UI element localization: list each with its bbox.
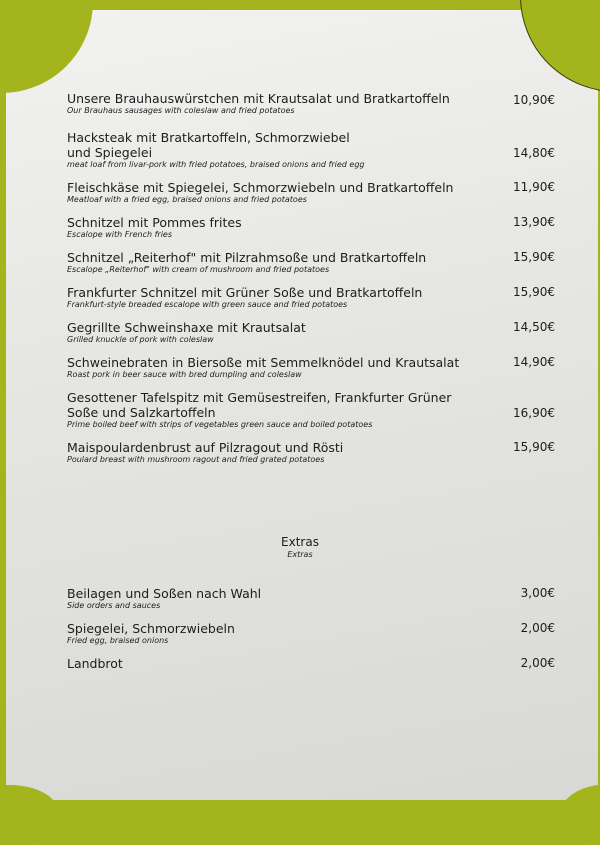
menu-item: [67, 250, 555, 275]
item-name: Gesottener Tafelspitz mit Gemüsestreifen, Frankfurter Grüner Soße und Salzkartoffeln: [67, 390, 452, 420]
item-price: 11,90€: [513, 180, 555, 194]
item-price: 2,00€: [520, 656, 555, 670]
item-name: Schnitzel „Reiterhof" mit Pilzrahmsoße und Bratkartoffeln: [67, 250, 427, 265]
item-description: Our Brauhaus sausages with coleslaw and fried potatoes: [67, 106, 295, 115]
menu-item: [67, 320, 555, 345]
menu-item: [67, 91, 555, 116]
item-description: Fried egg, braised onions: [67, 636, 169, 645]
item-name: Unsere Brauhauswürstchen mit Krautsalat und Bratkartoffeln: [67, 91, 450, 106]
extra-item: [67, 621, 555, 646]
item-name: Maispoulardenbrust auf Pilzragout und Rösti: [67, 440, 344, 455]
item-price: 14,90€: [513, 355, 555, 369]
item-price: 3,00€: [520, 586, 555, 600]
item-description: Meatloaf with a fried egg, braised onions and fried potatoes: [67, 195, 307, 204]
menu-item: [67, 355, 555, 380]
extras-subheading: Extras: [287, 550, 313, 559]
item-description: Escalope „Reiterhof" with cream of mushroom and fried potatoes: [67, 265, 330, 274]
item-description: Grilled knuckle of pork with coleslaw: [67, 335, 214, 344]
item-description: Escalope with French fries: [67, 230, 173, 239]
menu-item: [67, 180, 555, 205]
item-name: Spiegelei, Schmorzwiebeln: [67, 621, 235, 636]
item-description: Frankfurt-style breaded escalope with green sauce and fried potatoes: [67, 300, 348, 309]
extra-item: [67, 656, 555, 671]
extras-list: [67, 586, 555, 681]
item-name: Frankfurter Schnitzel mit Grüner Soße und Bratkartoffeln: [67, 285, 423, 300]
item-name: Beilagen und Soßen nach Wahl: [67, 586, 262, 601]
item-price: 15,90€: [513, 440, 555, 454]
item-price: 10,90€: [513, 93, 555, 107]
menu-item: [67, 390, 555, 430]
item-description: Roast pork in beer sauce with bred dumpling and coleslaw: [67, 370, 302, 379]
item-name: Hacksteak mit Bratkartoffeln, Schmorzwiebel und Spiegelei: [67, 130, 350, 160]
item-name: Gegrillte Schweinshaxe mit Krautsalat: [67, 320, 306, 335]
extra-item: [67, 586, 555, 611]
item-description: Prime boiled beef with strips of vegetables green sauce and boiled potatoes: [67, 420, 373, 429]
item-description: meat loaf from livar-pork with fried potatoes, braised onions and fried egg: [67, 160, 365, 169]
item-name: Schnitzel mit Pommes frites: [67, 215, 242, 230]
item-price: 15,90€: [513, 285, 555, 299]
item-description: Poulard breast with mushroom ragout and fried grated potatoes: [67, 455, 325, 464]
item-price: 2,00€: [520, 621, 555, 635]
item-price: 14,80€: [513, 146, 555, 160]
item-name: Landbrot: [67, 656, 123, 671]
item-price: 14,50€: [513, 320, 555, 334]
menu-item: [67, 285, 555, 310]
menu-item: [67, 215, 555, 240]
item-name: Fleischkäse mit Spiegelei, Schmorzwiebeln und Bratkartoffeln: [67, 180, 454, 195]
menu-item: [67, 130, 555, 170]
main-dishes-list: [67, 91, 555, 475]
item-description: Side orders and sauces: [67, 601, 161, 610]
extras-heading: Extras: [281, 535, 319, 549]
item-name: Schweinebraten in Biersoße mit Semmelknödel und Krautsalat: [67, 355, 460, 370]
item-price: 16,90€: [513, 406, 555, 420]
menu-item: [67, 440, 555, 465]
item-price: 15,90€: [513, 250, 555, 264]
item-price: 13,90€: [513, 215, 555, 229]
